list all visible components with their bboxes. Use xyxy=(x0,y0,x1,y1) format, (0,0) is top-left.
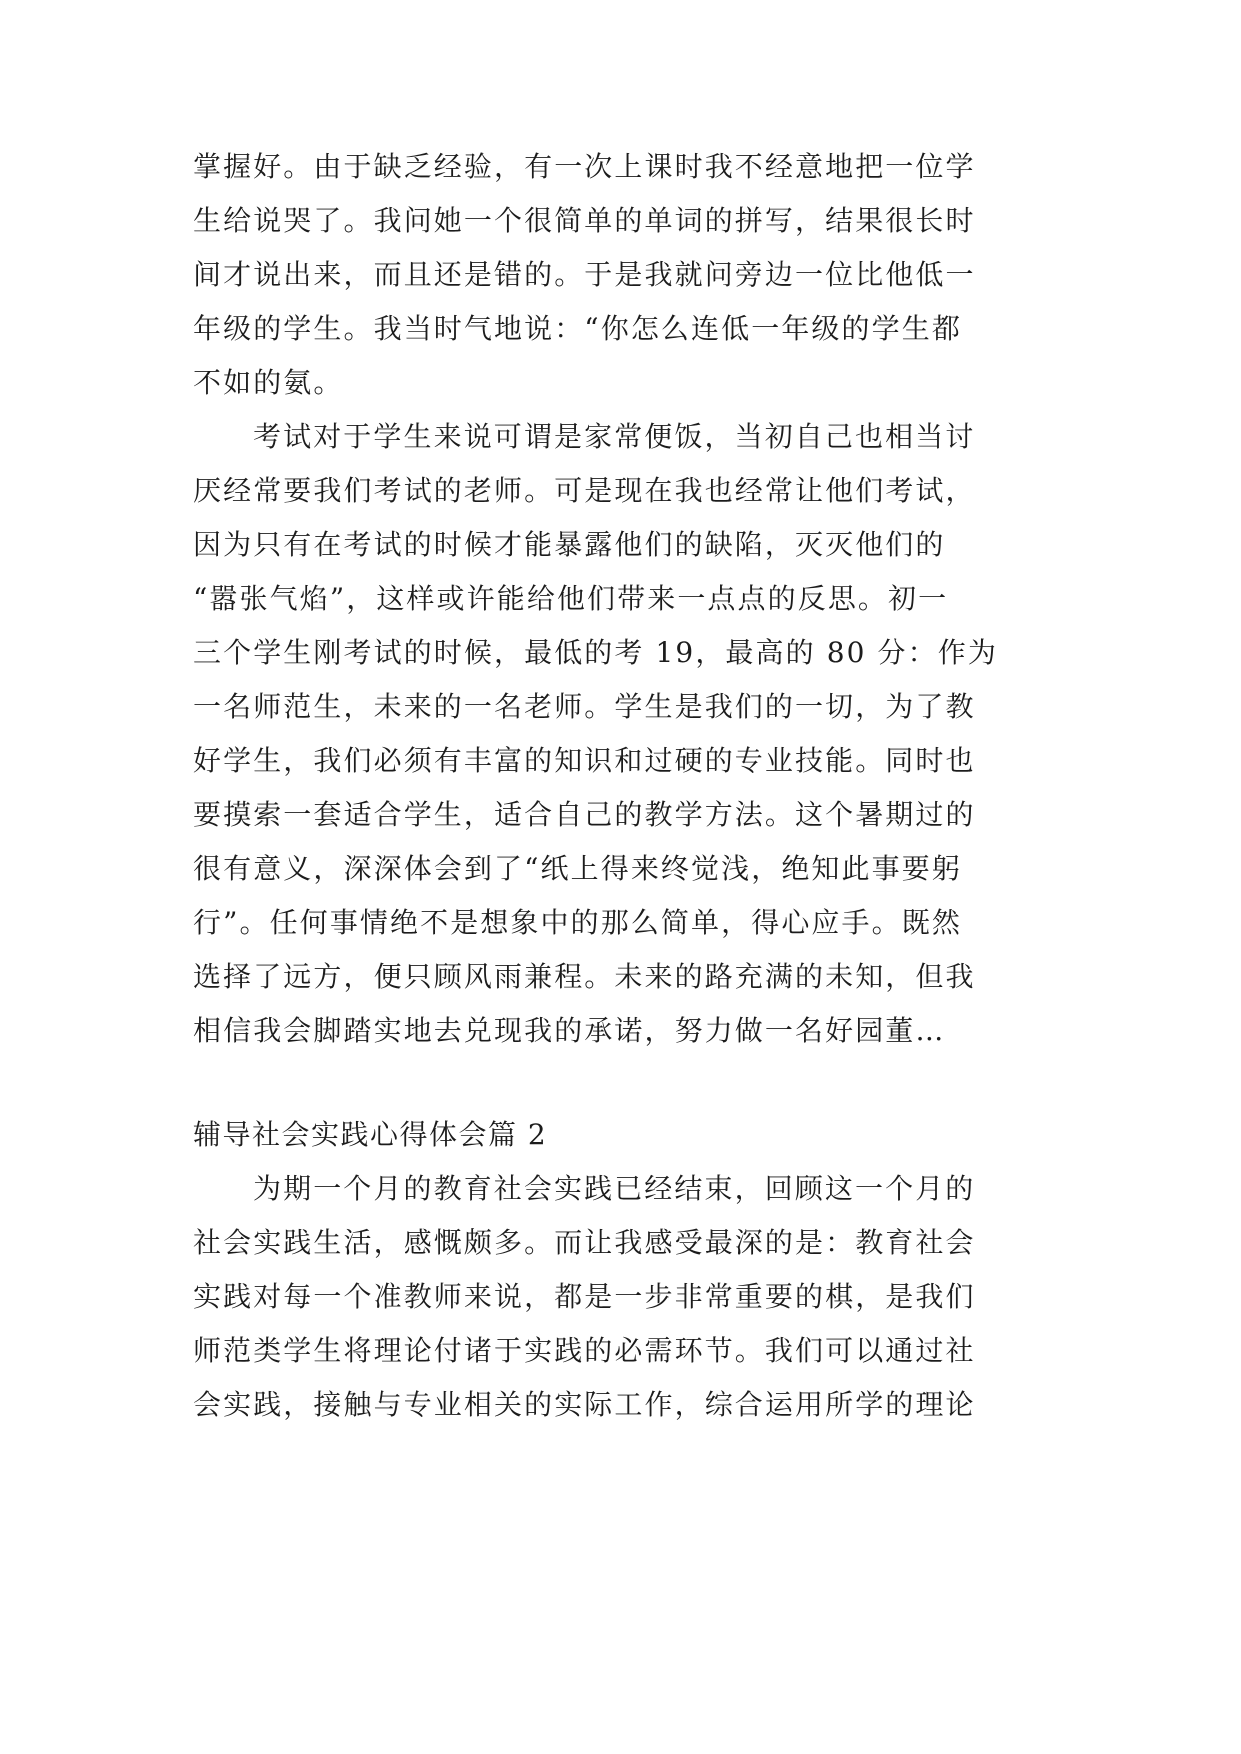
text-line: 相信我会脚踏实地去兑现我的承诺，努力做一名好园董… xyxy=(193,1014,946,1047)
text-line: 选择了远方，便只顾风雨兼程。未来的路充满的未知，但我 xyxy=(193,960,976,993)
text-line: 实践对每一个准教师来说，都是一步非常重要的棋，是我们 xyxy=(193,1280,976,1313)
text-line: 生给说哭了。我问她一个很简单的单词的拼写，结果很长时 xyxy=(193,204,976,237)
text-line: 好学生，我们必须有丰富的知识和过硬的专业技能。同时也 xyxy=(193,744,976,777)
text-line: “嚣张气焰”，这样或许能给他们带来一点点的反思。初一 xyxy=(193,582,949,615)
text-line: 因为只有在考试的时候才能暴露他们的缺陷，灭灭他们的 xyxy=(193,528,946,561)
text-line: 师范类学生将理论付诸于实践的必需环节。我们可以通过社 xyxy=(193,1334,976,1367)
text-line: 行”。任何事情绝不是想象中的那么简单，得心应手。既然 xyxy=(193,906,962,939)
text-line: 三个学生刚考试的时候，最低的考 19，最高的 80 分：作为 xyxy=(193,636,998,669)
text-line: 社会实践生活，感慨颇多。而让我感受最深的是：教育社会 xyxy=(193,1226,976,1259)
text-line: 间才说出来，而且还是错的。于是我就问旁边一位比他低一 xyxy=(193,258,976,291)
text-line: 年级的学生。我当时气地说：“你怎么连低一年级的学生都 xyxy=(193,312,962,345)
text-line: 掌握好。由于缺乏经验，有一次上课时我不经意地把一位学 xyxy=(193,150,976,183)
text-line: 一名师范生，未来的一名老师。学生是我们的一切，为了教 xyxy=(193,690,976,723)
section-heading: 辅导社会实践心得体会篇 2 xyxy=(193,1118,548,1151)
text-line: 很有意义，深深体会到了“纸上得来终觉浅，绝知此事要躬 xyxy=(193,852,962,885)
text-line: 为期一个月的教育社会实践已经结束，回顾这一个月的 xyxy=(253,1172,976,1205)
text-line: 厌经常要我们考试的老师。可是现在我也经常让他们考试， xyxy=(193,474,976,507)
text-line: 考试对于学生来说可谓是家常便饭，当初自己也相当讨 xyxy=(253,420,976,453)
text-line: 会实践，接触与专业相关的实际工作，综合运用所学的理论 xyxy=(193,1388,976,1421)
text-line: 不如的氨。 xyxy=(193,366,344,399)
text-line: 要摸索一套适合学生，适合自己的教学方法。这个暑期过的 xyxy=(193,798,976,831)
